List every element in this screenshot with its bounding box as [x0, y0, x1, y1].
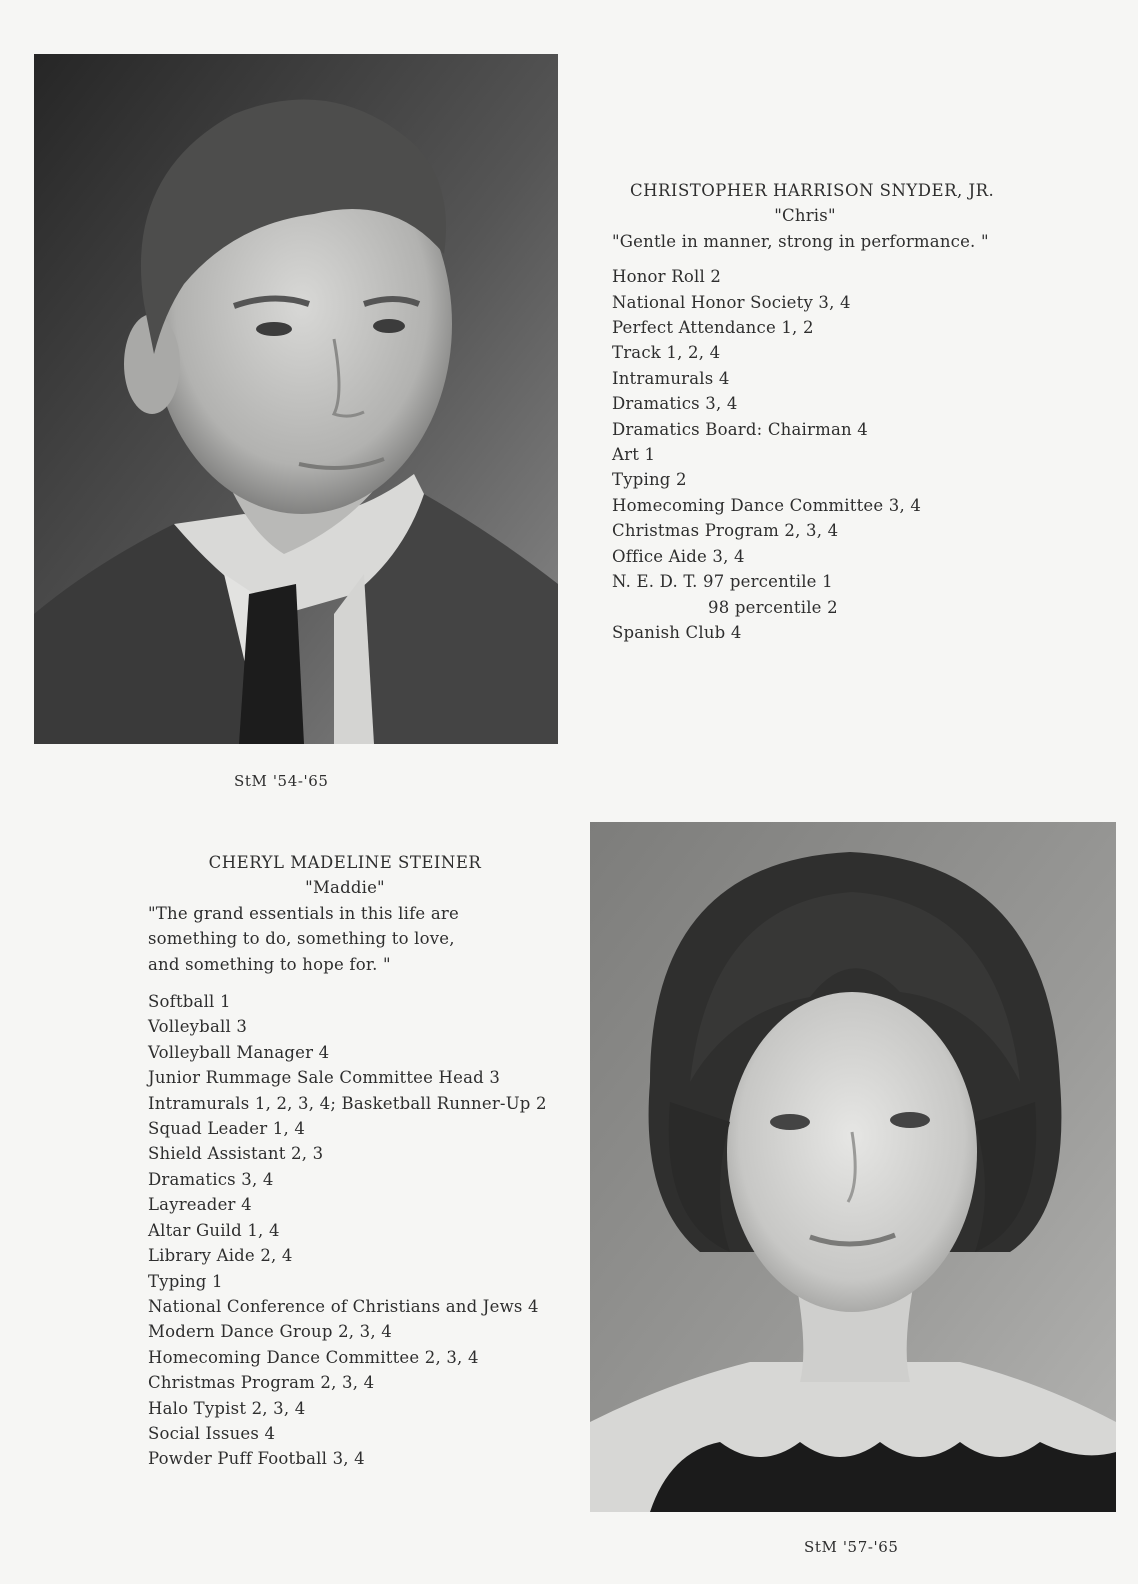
activity-item: Typing 2: [612, 470, 687, 490]
activity-item: Intramurals 4: [612, 368, 730, 388]
portrait-photo-chris: [34, 54, 558, 744]
activity-item: Dramatics 3, 4: [612, 394, 738, 414]
activities-list: [148, 989, 568, 1472]
student-nickname: "Maddie": [305, 878, 385, 898]
activity-item: Dramatics Board: Chairman 4: [612, 419, 868, 439]
activity-item: Office Aide 3, 4: [612, 546, 745, 566]
student-name: CHERYL MADELINE STEINER: [208, 853, 482, 872]
attendance-years: StM '54-'65: [234, 772, 329, 790]
activity-item: National Conference of Christians and Jews 4: [148, 1296, 539, 1316]
activity-item: Dramatics 3, 4: [148, 1169, 274, 1189]
activity-item: N. E. D. T. 97 percentile 1: [612, 572, 833, 592]
activity-item: Homecoming Dance Committee 3, 4: [612, 495, 922, 515]
student-name: CHRISTOPHER HARRISON SNYDER, JR.: [630, 181, 995, 200]
attendance-years: StM '57-'65: [804, 1538, 899, 1556]
activity-item: Volleyball 3: [148, 1017, 248, 1037]
activity-item: Volleyball Manager 4: [148, 1042, 330, 1062]
student-entry-snyder: [612, 178, 1022, 645]
portrait-photo-maddie: [590, 822, 1116, 1512]
activity-item: Honor Roll 2: [612, 267, 722, 287]
activity-item: Perfect Attendance 1, 2: [612, 318, 814, 338]
activity-item: Christmas Program 2, 3, 4: [612, 521, 839, 541]
quote-line: and something to hope for. ": [148, 954, 391, 974]
activity-item: Art 1: [612, 445, 656, 465]
activity-item: Intramurals 1, 2, 3, 4; Basketball Runner-Up 2: [148, 1093, 547, 1113]
activity-item: Squad Leader 1, 4: [148, 1119, 306, 1139]
activity-item: Modern Dance Group 2, 3, 4: [148, 1322, 392, 1342]
activity-item: Halo Typist 2, 3, 4: [148, 1398, 306, 1418]
activity-item: Homecoming Dance Committee 2, 3, 4: [148, 1347, 479, 1367]
activity-item: National Honor Society 3, 4: [612, 292, 851, 312]
activity-item: Softball 1: [148, 992, 231, 1012]
activity-item: Powder Puff Football 3, 4: [148, 1449, 365, 1469]
activity-item: Social Issues 4: [148, 1423, 276, 1443]
activity-item: 98 percentile 2: [708, 597, 838, 617]
activity-item: Altar Guild 1, 4: [148, 1220, 280, 1240]
student-quote: "Gentle in manner, strong in performance. ": [612, 231, 989, 251]
activity-item: Shield Assistant 2, 3: [148, 1144, 324, 1164]
activity-item: Layreader 4: [148, 1195, 252, 1215]
quote-line: something to do, something to love,: [148, 929, 455, 949]
activity-item: Library Aide 2, 4: [148, 1246, 293, 1266]
student-quote: [148, 901, 568, 977]
activity-item: Christmas Program 2, 3, 4: [148, 1373, 375, 1393]
student-entry-steiner: [148, 850, 568, 1472]
quote-line: "The grand essentials in this life are: [148, 903, 459, 923]
activity-item: Spanish Club 4: [612, 622, 742, 642]
activity-item: Typing 1: [148, 1271, 223, 1291]
activity-item: Junior Rummage Sale Committee Head 3: [148, 1068, 501, 1088]
activity-item: Track 1, 2, 4: [612, 343, 721, 363]
activities-list: [612, 264, 1022, 645]
student-nickname: "Chris": [774, 206, 836, 226]
